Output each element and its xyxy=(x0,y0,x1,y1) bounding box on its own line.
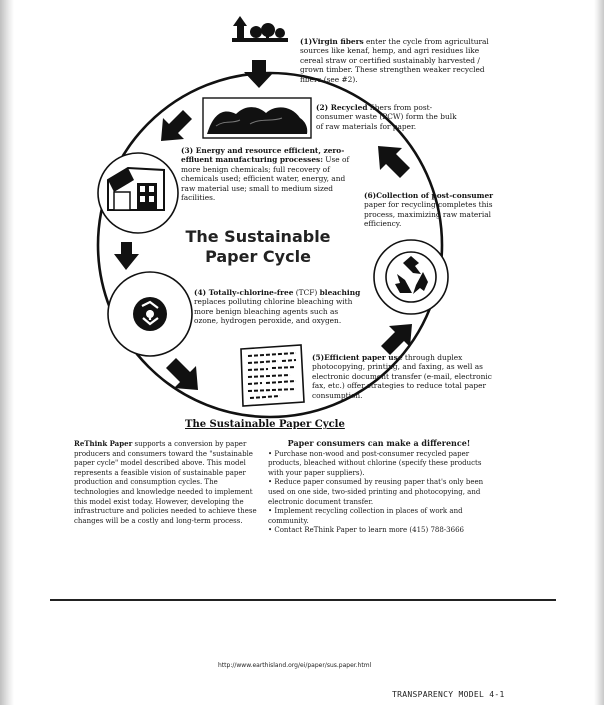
step-1-heading: (1)Virgin fibers xyxy=(300,37,364,46)
step-5-text xyxy=(312,353,504,400)
bullet-item: • Reduce paper consumed by reusing paper that's only been used on one side, two-sided printing and photocopying, and electronic document transfer. xyxy=(268,478,484,506)
step-4-heading: (4) Totally-chlorine-free xyxy=(194,288,294,297)
transparency-label: TRANSPARENCY MODEL 4-1 xyxy=(392,690,505,699)
step-4-body: (TCF) xyxy=(293,288,320,297)
bullet-item: • Purchase non-wood and post-consumer recycled paper products, bleached without chlorine (specify these products with your paper suppliers). xyxy=(268,449,482,477)
document-icon xyxy=(241,345,304,406)
step-4-body-2: replaces polluting chlorine bleaching with more benign bleaching agents such as ozone, hydrogen peroxide, and oxygen. xyxy=(194,297,353,326)
step-4-text xyxy=(194,288,362,326)
step-6-body: paper for recycling completes this process, maximizing raw material efficiency. xyxy=(364,200,493,229)
arrow-icon xyxy=(161,110,192,141)
step-2-body: fibers from post-consumer waste (PCW) form the bulk of raw materials for paper. xyxy=(316,103,457,131)
consumer-heading: Paper consumers can make a difference! xyxy=(287,438,471,448)
fiber-pile-icon xyxy=(203,98,311,138)
recycle-icon xyxy=(374,240,448,314)
bleach-icon xyxy=(108,272,192,356)
step-6-heading: (6)Collection of post-consumer xyxy=(364,191,494,200)
arrow-icon xyxy=(378,146,410,178)
intro-body: supports a conversion by paper producers and consumers toward the "sustainable paper cycle" model described above. This model represents a feasible vision of sustainable paper production and consumption cycles. The technologies and knowledge needed to implement this model exist today. However, developing the infrastructure and policies needed to achieve these changes will be a costly and long-term process. xyxy=(74,440,257,525)
consumer-actions xyxy=(268,439,490,536)
step-3-heading: (3) Energy and resource efficient, zero-effluent manufacturing processes: xyxy=(181,146,345,165)
step-4-heading-2: bleaching xyxy=(319,288,361,297)
intro-lead: ReThink Paper xyxy=(74,439,133,448)
step-5-heading: (5)Efficient paper use xyxy=(312,353,403,362)
cycle-title xyxy=(178,227,338,267)
step-3-text xyxy=(181,146,359,202)
bullet-item: • Implement recycling collection in places of work and community. xyxy=(268,507,463,525)
step-2-text xyxy=(316,103,466,131)
bullet-item: • Contact ReThink Paper to learn more (415) 788-3666 xyxy=(268,526,464,535)
intro-paragraph xyxy=(74,439,260,526)
cycle-title-line-1: The Sustainable xyxy=(185,227,331,246)
step-6-text xyxy=(364,191,516,229)
step-1-text xyxy=(300,37,504,84)
factory-icon xyxy=(98,153,178,233)
step-2-heading: (2) Recycled xyxy=(316,103,368,112)
arrow-icon xyxy=(114,242,139,270)
section-title: The Sustainable Paper Cycle xyxy=(185,419,345,430)
step-5-body: through duplex photocopying, printing, and faxing, as well as electronic document transfer (e-mail, electronic fax, etc.) offer strategies to reduce total paper consumption. xyxy=(312,353,492,400)
arrow-icon xyxy=(244,60,274,88)
divider xyxy=(50,599,556,601)
step-1-body: enter the cycle from agricultural sources like kenaf, hemp, and agri residues like cereal straw or certified sustainably harvested / grown timber. These strengthen weaker recycled fibers (see #2). xyxy=(300,37,489,84)
source-url: http://www.earthisland.org/ei/paper/sus.paper.html xyxy=(218,662,372,669)
cycle-title-line-2: Paper Cycle xyxy=(205,247,311,266)
farm-icon xyxy=(232,16,288,42)
step-3-body: Use of more benign chemicals; full recovery of chemicals used; efficient water, energy, and raw material use; small to medium sized facilities. xyxy=(181,155,350,203)
